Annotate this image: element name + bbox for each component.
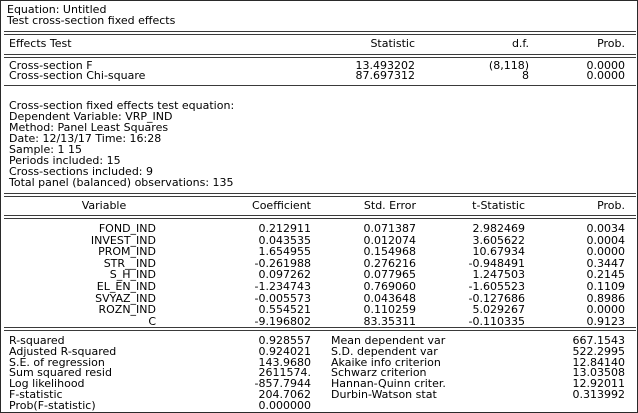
std-error-value: 0.071387 <box>363 222 416 235</box>
stat-value: 0.924021 <box>258 344 311 358</box>
prob-value: 0.0000 <box>586 303 625 317</box>
stat-label: S.D. dependent var <box>331 344 438 358</box>
variable-name: EL_EN_IND <box>96 280 156 293</box>
equation-name: Equation: Untitled <box>7 3 107 16</box>
std-error-value: 0.043648 <box>363 291 416 305</box>
stat-label: Schwarz criterion <box>331 366 427 380</box>
table-row <box>1 258 637 270</box>
stat-value: 0.313992 <box>572 388 625 401</box>
prob-value: 0.0034 <box>586 222 625 235</box>
stat-label: Hannan-Quinn criter. <box>331 377 446 391</box>
coef-header-row <box>1 200 637 212</box>
table-row <box>1 304 637 316</box>
std-error-value: 0.154968 <box>363 245 416 259</box>
col-coefficient: Coefficient <box>252 199 311 212</box>
stat-value: 0.000000 <box>258 398 311 412</box>
std-error-value: 0.077965 <box>363 268 416 282</box>
col-variable: Variable <box>81 199 127 212</box>
table-row <box>1 70 637 82</box>
variable-name: S_H_IND <box>109 268 156 282</box>
table-row <box>1 316 637 328</box>
stat-label: Mean dependent var <box>331 334 446 347</box>
table-row <box>1 235 637 247</box>
std-error-value: 0.769060 <box>363 280 416 293</box>
t-statistic-value: 10.67934 <box>472 245 525 259</box>
variable-name: PROM_IND <box>98 245 156 259</box>
variable-name: C <box>148 314 156 328</box>
prob-value: 0.9123 <box>586 314 625 328</box>
coefficient-value: 0.554521 <box>258 303 311 317</box>
stat-label: Log likelihood <box>9 377 85 391</box>
divider <box>4 31 636 35</box>
std-error-value: 83.35311 <box>363 314 416 328</box>
prob-value: 0.8986 <box>586 291 625 305</box>
stat-value: 667.1543 <box>572 334 625 347</box>
divider <box>4 215 636 219</box>
prob-value: 0.1109 <box>586 280 625 293</box>
col-prob: Prob. <box>597 199 625 212</box>
info-line: Total panel (balanced) observations: 135 <box>9 176 234 189</box>
t-statistic-value: 5.029267 <box>472 303 525 317</box>
variable-name: ROZN_IND <box>98 303 156 317</box>
info-line: Cross-sections included: 9 <box>9 165 154 178</box>
info-line: Date: 12/13/17 Time: 16:28 <box>9 132 162 145</box>
effect-statistic: 13.493202 <box>355 59 415 72</box>
coefficient-value: -0.261988 <box>254 256 311 270</box>
effect-prob: 0.0000 <box>586 69 625 82</box>
col-df: d.f. <box>511 37 529 50</box>
stat-label: S.E. of regression <box>9 355 105 369</box>
divider <box>4 85 636 86</box>
stat-value: 13.03508 <box>572 366 625 380</box>
t-statistic-value: 1.247503 <box>472 268 525 282</box>
prob-value: 0.0004 <box>586 233 625 247</box>
effect-df: 8 <box>522 69 529 82</box>
coefficient-value: 0.212911 <box>258 222 311 235</box>
coefficient-value: -0.005573 <box>254 291 311 305</box>
variable-name: STR__IND <box>103 256 156 270</box>
info-line: Cross-section fixed effects test equation: <box>9 99 235 112</box>
t-statistic-value: -0.110335 <box>468 314 525 328</box>
std-error-value: 0.012074 <box>363 233 416 247</box>
info-line: Method: Panel Least Squares <box>9 121 169 134</box>
stat-label: Akaike info criterion <box>331 355 441 369</box>
effects-header-row <box>1 38 637 50</box>
variable-name: FOND_IND <box>98 222 156 235</box>
coefficient-value: -1.234743 <box>254 280 311 293</box>
prob-value: 0.3447 <box>586 256 625 270</box>
coefficient-value: 0.097262 <box>258 268 311 282</box>
stat-value: 204.7062 <box>258 388 311 401</box>
stat-value: 0.928557 <box>258 334 311 347</box>
std-error-value: 0.276216 <box>363 256 416 270</box>
stat-value: 2611574. <box>258 366 311 380</box>
stat-value: 143.9680 <box>258 355 311 369</box>
col-statistic: Statistic <box>370 37 415 50</box>
stat-label: R-squared <box>9 334 65 347</box>
stats-row <box>1 400 637 412</box>
effect-statistic: 87.697312 <box>355 69 415 82</box>
stat-label: F-statistic <box>9 388 63 401</box>
t-statistic-value: -0.127686 <box>468 291 525 305</box>
t-statistic-value: 2.982469 <box>472 222 525 235</box>
t-statistic-value: 3.605622 <box>472 233 525 247</box>
coefficient-value: 0.043535 <box>258 233 311 247</box>
col-std-error: Std. Error <box>363 199 416 212</box>
variable-name: SVYAZ_IND <box>95 291 156 305</box>
stat-label: Durbin-Watson stat <box>331 388 437 401</box>
stat-label: Adjusted R-squared <box>9 344 117 358</box>
stat-value: 12.92011 <box>572 377 625 391</box>
col-prob: Prob. <box>597 37 625 50</box>
effect-df: (8,118) <box>488 59 529 72</box>
info-line: Periods included: 15 <box>9 154 121 167</box>
info-line: Dependent Variable: VRP_IND <box>9 110 173 123</box>
table-row <box>1 293 637 305</box>
effect-prob: 0.0000 <box>586 59 625 72</box>
stat-label: Prob(F-statistic) <box>9 398 96 412</box>
coefficient-value: -9.196802 <box>254 314 311 328</box>
divider <box>4 193 636 197</box>
prob-value: 0.0000 <box>586 245 625 259</box>
info-line: Sample: 1 15 <box>9 143 82 156</box>
divider <box>4 54 636 58</box>
stat-value: -857.7944 <box>254 377 311 391</box>
test-title: Test cross-section fixed effects <box>7 14 176 27</box>
col-effects-test: Effects Test <box>9 37 72 50</box>
prob-value: 0.2145 <box>586 268 625 282</box>
stat-label: Sum squared resid <box>9 366 112 380</box>
variable-name: INVEST_IND <box>90 233 156 247</box>
std-error-value: 0.110259 <box>363 303 416 317</box>
effect-name: Cross-section F <box>9 59 93 72</box>
stat-value: 522.2995 <box>572 344 625 358</box>
effect-name: Cross-section Chi-square <box>9 69 146 82</box>
divider <box>4 327 636 331</box>
stat-value: 12.84140 <box>572 355 625 369</box>
t-statistic-value: -1.605523 <box>468 280 525 293</box>
coefficient-value: 1.654955 <box>258 245 311 259</box>
col-t-statistic: t-Statistic <box>472 199 525 212</box>
table-row <box>1 246 637 258</box>
t-statistic-value: -0.948491 <box>468 256 525 270</box>
